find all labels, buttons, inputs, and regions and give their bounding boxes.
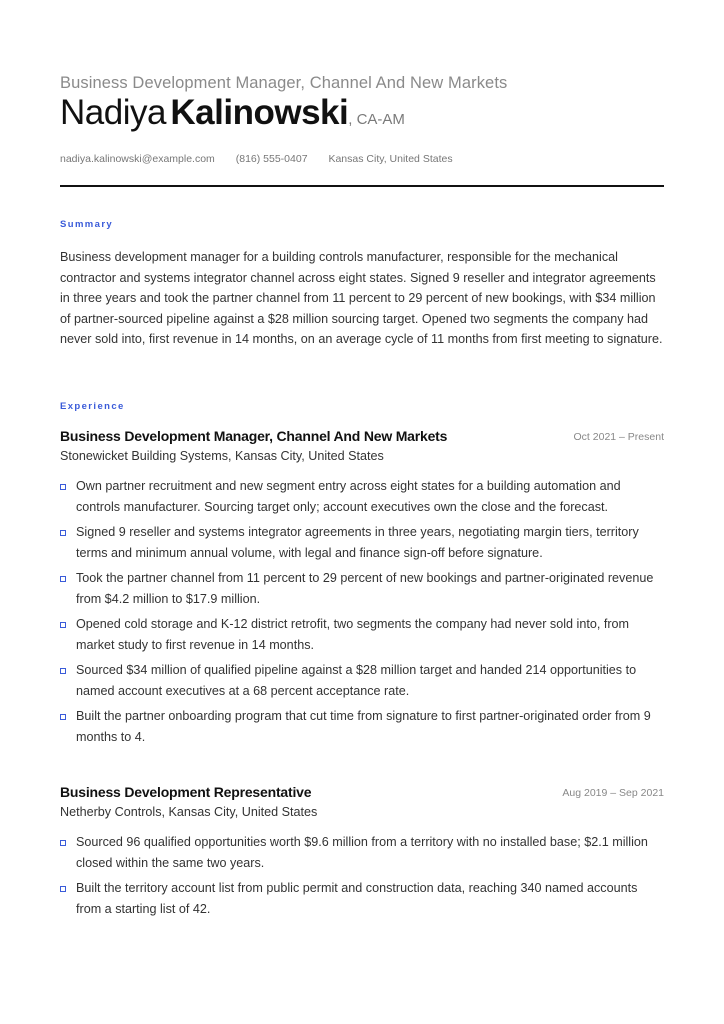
list-item xyxy=(60,706,664,747)
job-company: Netherby Controls, Kansas City, United States xyxy=(60,805,318,819)
list-item xyxy=(60,660,664,701)
square-bullet-icon xyxy=(60,668,66,674)
job-header xyxy=(60,784,664,804)
square-bullet-icon xyxy=(60,840,66,846)
square-bullet-icon xyxy=(60,484,66,490)
summary-text: Business development manager for a building controls manufacturer, responsible for the mechanical contractor and systems integrator channel across eight states. Signed 9 reseller and integrator agreements in three years and took the partner channel from 11 percent to 29 percent of new bookings, with $34 million of partner-sourced pipeline against a $28 million sourcing target. Opened two segments the company had never sold into, first revenue in 14 months, on an average cycle of 11 months from first meeting to signature. xyxy=(60,250,663,347)
list-item xyxy=(60,878,664,919)
summary-heading: Summary xyxy=(60,219,114,230)
job-dates: Oct 2021 – Present xyxy=(573,431,664,443)
bullet-text: Signed 9 reseller and systems integrator agreements in three years, negotiating margin tiers, territory terms and minimum annual volume, with legal and finance sign-off before signature. xyxy=(76,525,639,560)
headline: Business Development Manager, Channel And New Markets xyxy=(60,74,508,92)
job-header xyxy=(60,428,664,448)
first-name: Nadiya xyxy=(60,93,166,132)
last-name: Kalinowski xyxy=(170,93,349,132)
job-bullets xyxy=(60,832,664,919)
bullet-text: Opened cold storage and K-12 district retrofit, two segments the company had never sold into, from market study to first revenue in 14 months. xyxy=(76,617,630,652)
name-row xyxy=(60,93,405,133)
square-bullet-icon xyxy=(60,886,66,892)
job-title: Business Development Manager, Channel And New Markets xyxy=(60,428,448,444)
list-item xyxy=(60,568,664,609)
bullet-text: Built the partner onboarding program that cut time from signature to first partner-originated order from 9 months to 4. xyxy=(76,709,651,744)
contact-phone[interactable]: (816) 555-0407 xyxy=(235,153,308,165)
list-item xyxy=(60,614,664,655)
bullet-text: Own partner recruitment and new segment entry across eight states for a building automation and controls manufacturer. Sourcing target only; account executives own the close and the forecast. xyxy=(76,479,621,514)
bullet-text: Sourced 96 qualified opportunities worth $9.6 million from a territory with no installed base; $2.1 million closed within the same two years. xyxy=(76,835,648,870)
job-company: Stonewicket Building Systems, Kansas City, United States xyxy=(60,449,384,463)
bullet-text: Took the partner channel from 11 percent to 29 percent of new bookings and partner-originated revenue from $4.2 million to $17.9 million. xyxy=(76,571,654,606)
experience-heading: Experience xyxy=(60,401,125,412)
job-dates: Aug 2019 – Sep 2021 xyxy=(562,787,664,799)
bullet-text: Sourced $34 million of qualified pipeline against a $28 million target and handed 214 opportunities to named account executives at a 68 percent acceptance rate. xyxy=(76,663,637,698)
square-bullet-icon xyxy=(60,622,66,628)
job-title: Business Development Representative xyxy=(60,784,312,800)
job-entry xyxy=(60,784,664,924)
square-bullet-icon xyxy=(60,576,66,582)
list-item xyxy=(60,522,664,563)
contact-line xyxy=(60,153,471,165)
list-item xyxy=(60,476,664,517)
contact-location: Kansas City, United States xyxy=(328,153,453,165)
square-bullet-icon xyxy=(60,714,66,720)
bullet-text: Built the territory account list from public permit and construction data, reaching 340 named accounts from a starting list of 42. xyxy=(76,881,638,916)
contact-email[interactable]: nadiya.kalinowski@example.com xyxy=(60,153,215,165)
job-entry xyxy=(60,428,664,752)
square-bullet-icon xyxy=(60,530,66,536)
header-divider xyxy=(60,185,664,187)
list-item xyxy=(60,832,664,873)
job-bullets xyxy=(60,476,664,747)
credential: , CA-AM xyxy=(348,111,405,128)
